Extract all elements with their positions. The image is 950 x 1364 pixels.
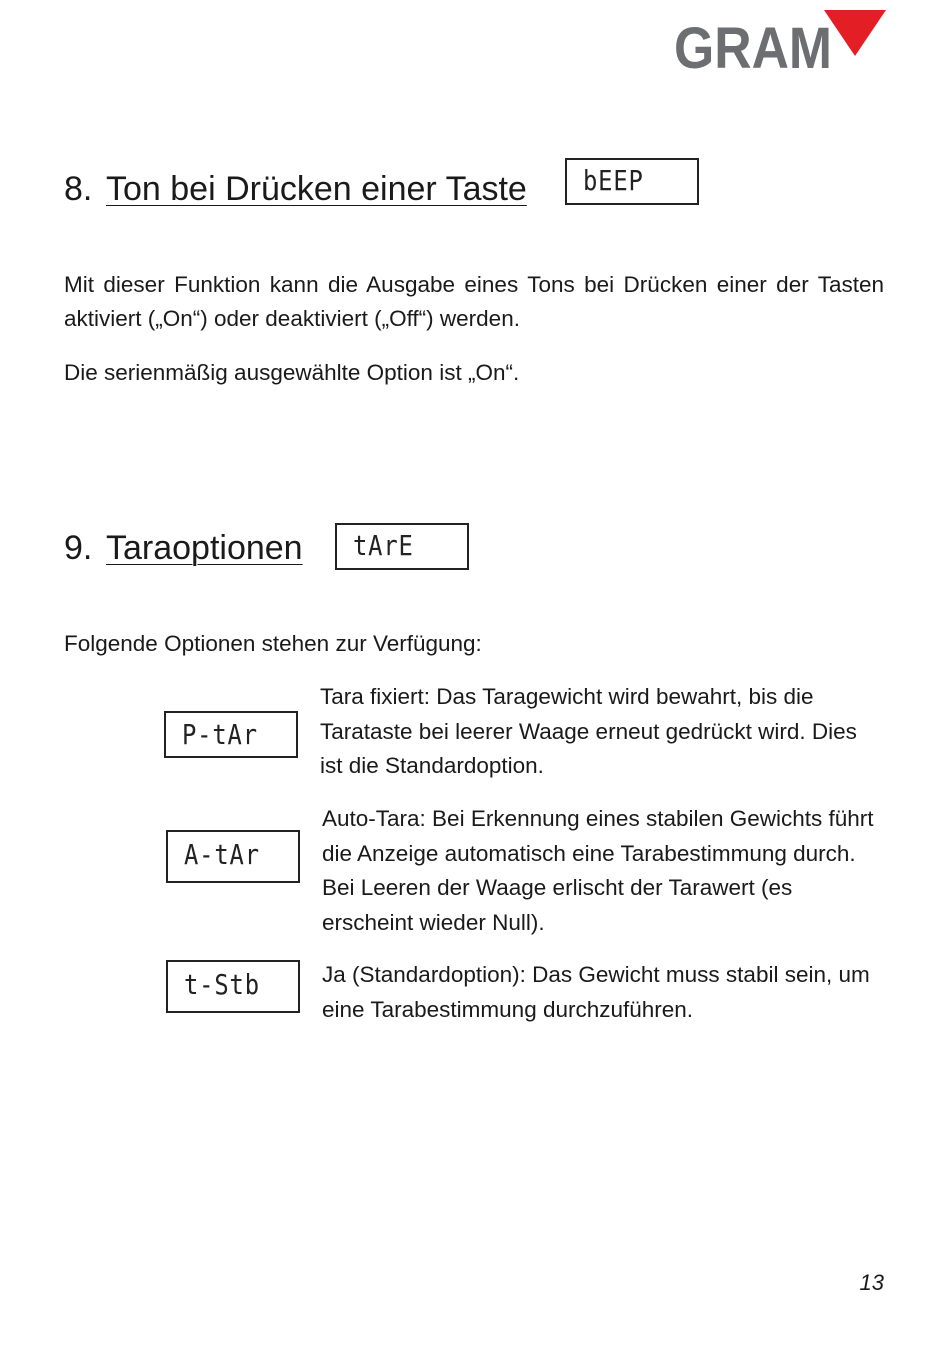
section-8-heading (64, 170, 527, 209)
option-t-stb-code: t-Stb (184, 968, 260, 1001)
beep-display-box (565, 158, 699, 205)
section-9-title: Taraoptionen (106, 529, 303, 567)
option-p-tar-description: Tara fixiert: Das Taragewicht wird bewahrt, bis die Tarataste bei leerer Waage erneut gedrückt wird. Dies ist die Standardoption. (320, 684, 857, 778)
tare-display-box (335, 523, 469, 570)
option-a-tar-display-box (166, 830, 300, 883)
section-9-heading (64, 529, 303, 568)
option-t-stb-description: Ja (Standardoption): Das Gewicht muss stabil sein, um eine Tarabestimmung durchzuführen. (322, 962, 870, 1022)
tare-display-code: tArE (353, 529, 414, 562)
option-a-tar-code: A-tAr (184, 838, 260, 871)
option-p-tar-code: P-tAr (182, 718, 258, 751)
logo-text: GRAM (674, 16, 832, 74)
section-9-number: 9. (64, 529, 93, 567)
section-8-paragraph-1: Mit dieser Funktion kann die Ausgabe eines Tons bei Drücken einer der Tasten aktiviert („On“) oder deaktiviert („Off“) werden. (64, 272, 884, 331)
beep-display-code: bEEP (583, 164, 644, 197)
section-8-paragraph-2: Die serienmäßig ausgewählte Option ist „On“. (64, 360, 520, 385)
gram-logo (674, 8, 889, 74)
red-triangle-icon (824, 10, 886, 56)
page-number: 13 (859, 1270, 884, 1295)
section-8-number: 8. (64, 170, 93, 208)
option-a-tar-description: Auto-Tara: Bei Erkennung eines stabilen Gewichts führt die Anzeige automatisch eine Tarabestimmung durch. Bei Leeren der Waage erlischt der Tarawert (es erscheint wieder Null). (322, 806, 874, 935)
section-9-intro: Folgende Optionen stehen zur Verfügung: (64, 631, 482, 656)
option-t-stb-display-box (166, 960, 300, 1013)
option-p-tar-display-box (164, 711, 298, 758)
section-8-title: Ton bei Drücken einer Taste (106, 170, 527, 208)
